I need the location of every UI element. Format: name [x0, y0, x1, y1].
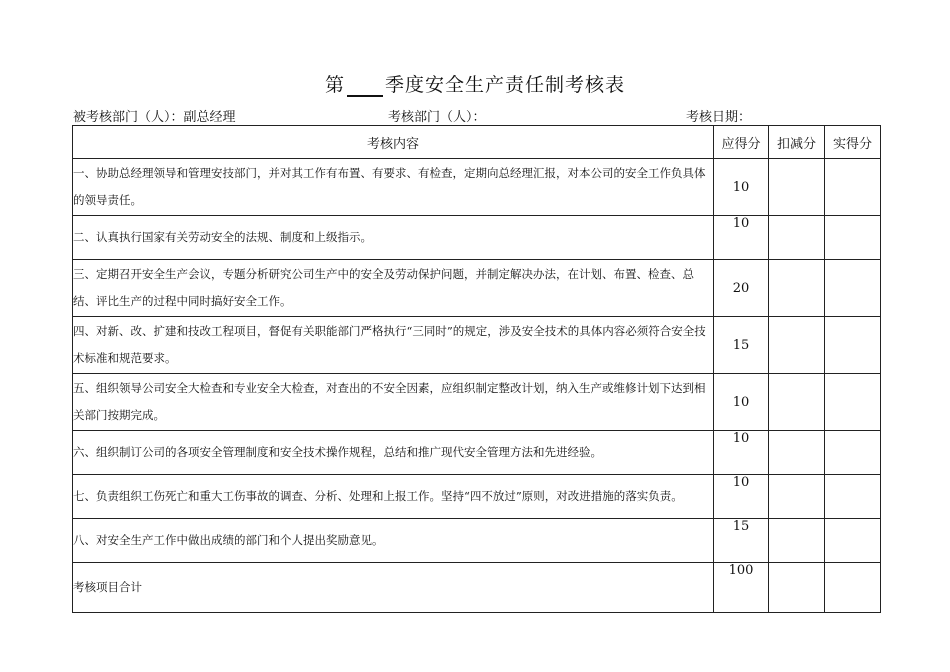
due-score: 10	[714, 475, 769, 519]
actual-score-cell[interactable]	[825, 374, 881, 431]
due-score: 10	[714, 374, 769, 431]
total-row	[73, 563, 881, 613]
item-text: 八、对安全生产工作中做出成绩的部门和个人提出奖励意见。	[73, 519, 714, 563]
header-due-score: 应得分	[714, 126, 769, 159]
header-deduct-score: 扣减分	[769, 126, 825, 159]
actual-score-cell[interactable]	[825, 159, 881, 216]
table-row	[73, 260, 881, 317]
header-content: 考核内容	[73, 126, 714, 159]
assessment-date: 考核日期：	[686, 110, 752, 125]
total-deduct-cell[interactable]	[769, 563, 825, 613]
assessment-table	[72, 125, 881, 613]
deduct-score-cell[interactable]	[769, 216, 825, 260]
deduct-score-cell[interactable]	[769, 317, 825, 374]
total-actual-cell[interactable]	[825, 563, 881, 613]
table-header-row	[73, 126, 881, 159]
table-row	[73, 317, 881, 374]
actual-score-cell[interactable]	[825, 317, 881, 374]
deduct-score-cell[interactable]	[769, 519, 825, 563]
item-text: 七、负责组织工伤死亡和重大工伤事故的调查、分析、处理和上报工作。坚持“四不放过”原则，对改进措施的落实负责。	[73, 475, 714, 519]
item-text: 二、认真执行国家有关劳动安全的法规、制度和上级指示。	[73, 216, 714, 260]
item-text: 六、组织制订公司的各项安全管理制度和安全技术操作规程，总结和推广现代安全管理方法和先进经验。	[73, 431, 714, 475]
title-prefix: 第	[324, 74, 345, 96]
actual-score-cell[interactable]	[825, 216, 881, 260]
table-row	[73, 374, 881, 431]
assessor-party: 考核部门（人）：	[388, 110, 486, 125]
header-actual-score: 实得分	[825, 126, 881, 159]
assessed-party: 被考核部门（人）：副总经理	[73, 110, 236, 125]
due-score: 10	[714, 431, 769, 475]
item-text: 三、定期召开安全生产会议，专题分析研究公司生产中的安全及劳动保护问题，并制定解决办法，在计划、布置、检查、总结、评比生产的过程中同时搞好安全工作。	[73, 260, 714, 317]
actual-score-cell[interactable]	[825, 431, 881, 475]
item-text: 四、对新、改、扩建和技改工程项目，督促有关职能部门严格执行“三同时”的规定，涉及安全技术的具体内容必须符合安全技术标准和规范要求。	[73, 317, 714, 374]
due-score: 15	[714, 519, 769, 563]
deduct-score-cell[interactable]	[769, 159, 825, 216]
actual-score-cell[interactable]	[825, 260, 881, 317]
due-score: 15	[714, 317, 769, 374]
due-score: 20	[714, 260, 769, 317]
deduct-score-cell[interactable]	[769, 431, 825, 475]
deduct-score-cell[interactable]	[769, 475, 825, 519]
deduct-score-cell[interactable]	[769, 374, 825, 431]
total-label: 考核项目合计	[73, 563, 714, 613]
title-suffix: 季度安全生产责任制考核表	[385, 74, 626, 96]
table-row	[73, 159, 881, 216]
table-row	[73, 216, 881, 260]
due-score: 10	[714, 216, 769, 260]
item-text: 五、组织领导公司安全大检查和专业安全大检查，对查出的不安全因素，应组织制定整改计划，纳入生产或维修计划下达到相关部门按期完成。	[73, 374, 714, 431]
table-row	[73, 519, 881, 563]
actual-score-cell[interactable]	[825, 519, 881, 563]
quarter-blank[interactable]	[347, 73, 383, 97]
due-score: 10	[714, 159, 769, 216]
deduct-score-cell[interactable]	[769, 260, 825, 317]
table-row	[73, 431, 881, 475]
item-text: 一、协助总经理领导和管理安技部门，并对其工作有布置、有要求、有检查，定期向总经理汇报，对本公司的安全工作负具体的领导责任。	[73, 159, 714, 216]
actual-score-cell[interactable]	[825, 475, 881, 519]
table-row	[73, 475, 881, 519]
page-title	[0, 70, 950, 97]
total-due-score: 100	[714, 563, 769, 613]
